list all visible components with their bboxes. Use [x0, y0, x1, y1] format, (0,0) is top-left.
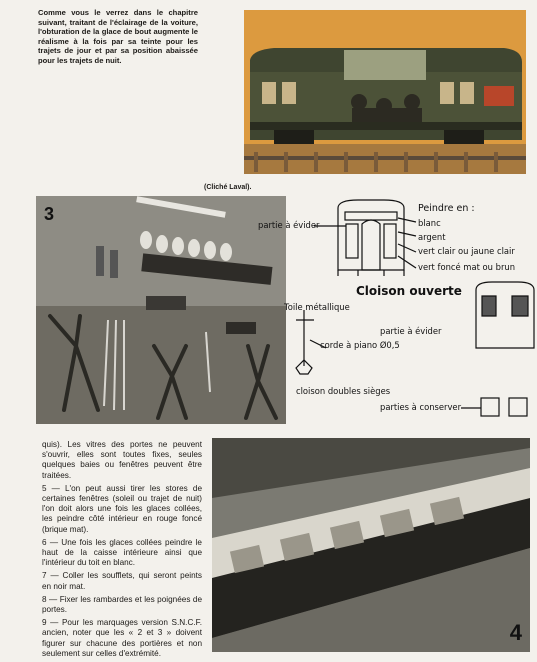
body-paragraph: quis). Les vitres des portes ne peuvent s'ouvrir, elles sont toutes fixes, seules quelques baies ou fenêtres peuvent être traitées.: [42, 440, 202, 480]
body-paragraph: 5 — L'on peut aussi tirer les stores de certaines fenêtres (soleil ou trajet de nuit) l'on doit alors une fois les glaces collées, les peindre côté intérieur en rouge foncé (brique mat).: [42, 483, 202, 534]
coach-illustration: [244, 10, 526, 174]
paint-heading: Peindre en :: [418, 203, 475, 214]
label-argent: argent: [418, 232, 446, 242]
intro-paragraph: Comme vous le verrez dans le chapitre suivant, traitant de l'éclairage de la voiture, l'obturation de la glace de bout augmente le réalisme à la fois par sa teinte pour les trajets de jour et par sa position abaissée pour les trajets de nuit.: [38, 8, 198, 65]
figure-3-number: 3: [44, 204, 55, 224]
label-partie-evider-top: partie à évider: [258, 220, 320, 230]
interior-photo: [212, 438, 530, 652]
tools-photo: [36, 196, 286, 424]
label-vert-clair: vert clair ou jaune clair: [418, 246, 515, 256]
label-corde: corde à piano Ø0,5: [320, 340, 400, 350]
body-paragraph: 6 — Une fois les glaces collées peindre le haut de la caisse intérieure ainsi que l'intérieur du toit en blanc.: [42, 537, 202, 568]
label-vert-fonce: vert foncé mat ou brun: [418, 262, 516, 272]
body-paragraph: 7 — Coller les soufflets, qui seront peints en noir mat.: [42, 571, 202, 591]
tools-illustration: [36, 196, 286, 424]
figure-4-number: 4: [509, 620, 522, 645]
photo-credit: (Cliché Laval).: [204, 184, 252, 191]
coach-photo: [244, 10, 526, 174]
interior-illustration: [212, 438, 530, 652]
body-paragraph: 9 — Pour les marquages version S.N.C.F. ancien, noter que les « 2 et 3 » doivent figurer sur chacune des portières et non seulement sur celles d'extrémité.: [42, 618, 202, 658]
body-text: [42, 440, 202, 662]
label-partie-evider-right: partie à évider: [380, 326, 442, 336]
cloison-title: Cloison ouverte: [356, 284, 462, 298]
label-toile: Toile métallique: [284, 302, 350, 312]
partition-diagram: [286, 198, 536, 436]
label-cloison-doubles: cloison doubles sièges: [296, 386, 391, 396]
label-parties-conserver: parties à conserver: [380, 402, 462, 412]
body-paragraph: 8 — Fixer les rambardes et les poignées de portes.: [42, 594, 202, 615]
label-blanc: blanc: [418, 218, 441, 228]
